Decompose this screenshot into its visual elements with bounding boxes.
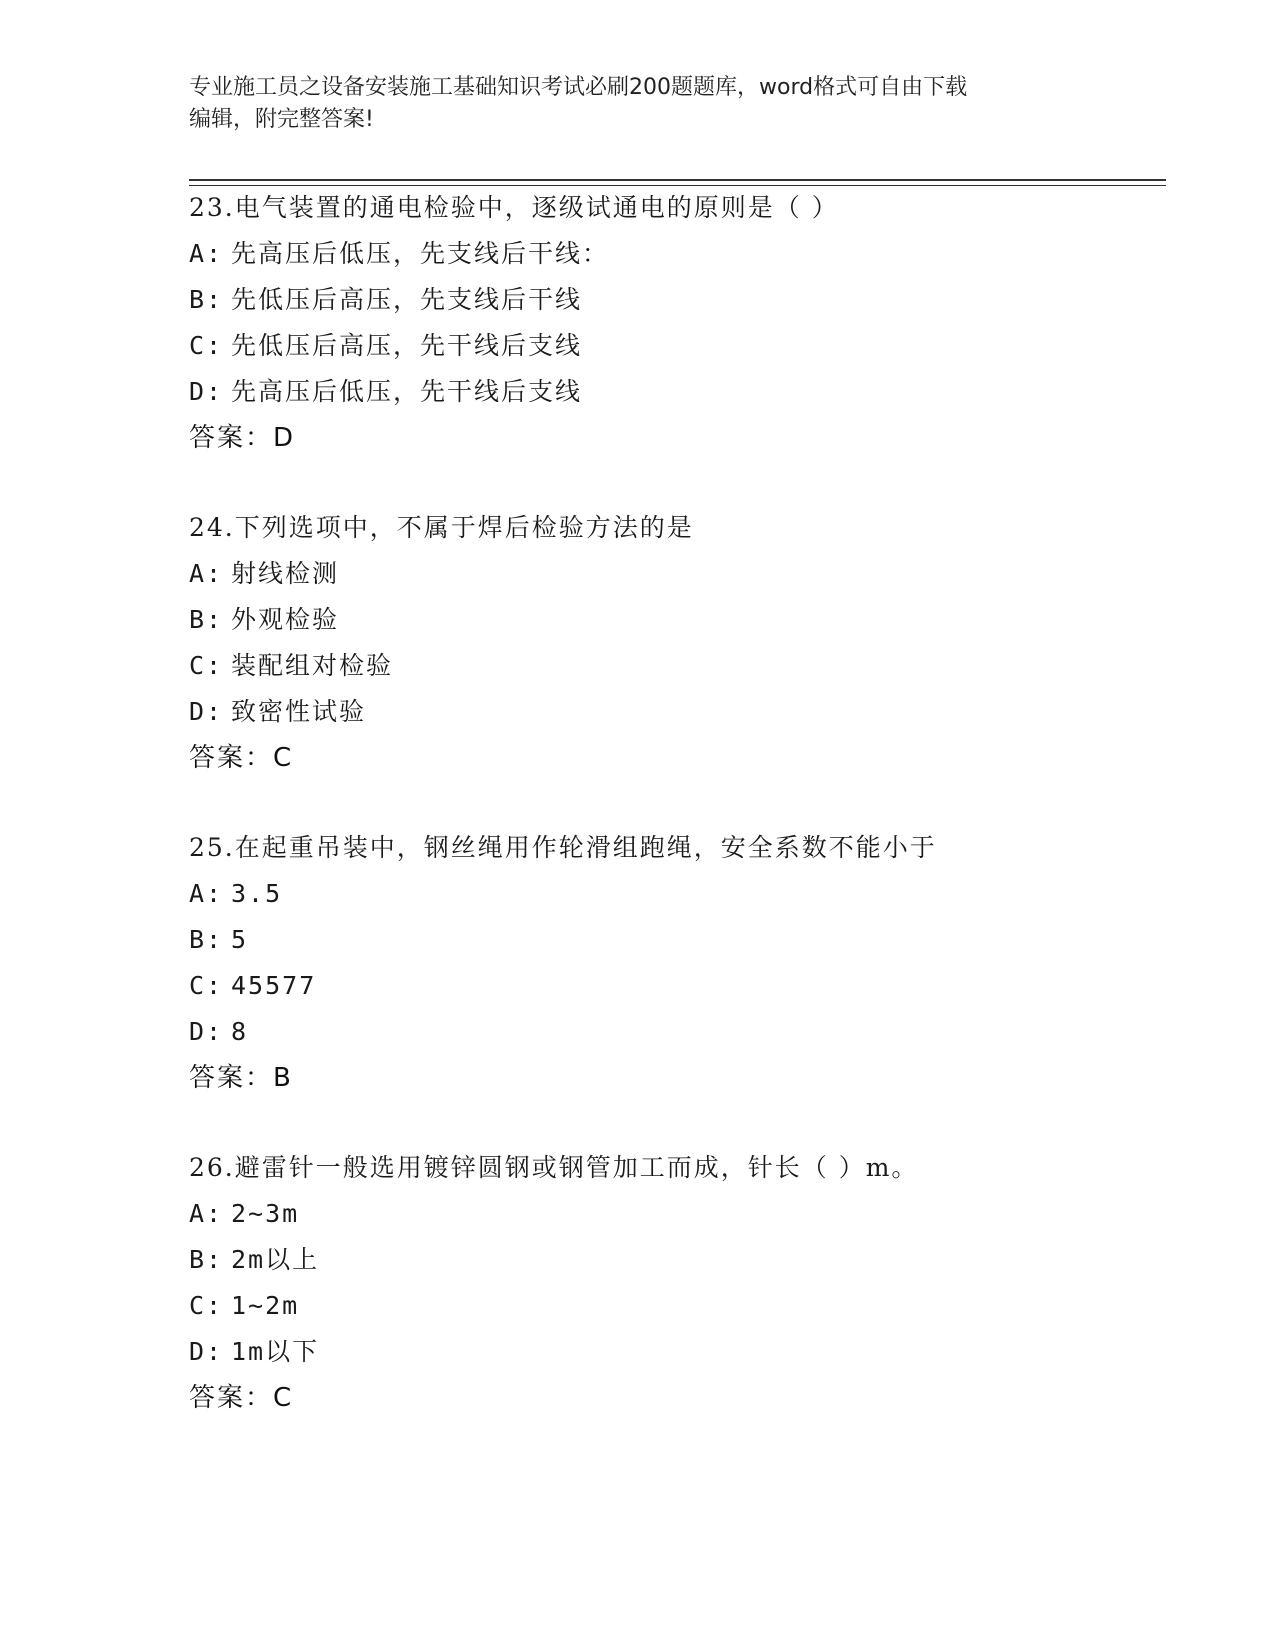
option-text: 2~3m: [231, 1199, 300, 1228]
option-d: [189, 1009, 1179, 1055]
question-block-23: [189, 185, 1179, 461]
option-b: [189, 597, 1179, 643]
option-c: [189, 963, 1179, 1009]
option-b: [189, 917, 1179, 963]
option-key: D:: [189, 1337, 224, 1366]
answer-label: 答案：C: [189, 743, 294, 773]
option-a: [189, 871, 1179, 917]
option-d: [189, 1329, 1179, 1375]
option-d: [189, 369, 1179, 415]
option-text: 1m以下: [231, 1337, 320, 1366]
option-text: 射线检测: [231, 559, 340, 588]
question-block-25: [189, 825, 1179, 1101]
option-text: 先低压后高压，先支线后干线: [231, 285, 583, 314]
option-text: 8: [231, 1017, 249, 1046]
option-text: 1~2m: [231, 1291, 300, 1320]
option-text: 致密性试验: [231, 697, 367, 726]
option-a: [189, 551, 1179, 597]
option-key: A:: [189, 239, 224, 268]
option-key: D:: [189, 377, 224, 406]
option-key: B:: [189, 285, 224, 314]
option-key: D:: [189, 1017, 224, 1046]
option-key: D:: [189, 697, 224, 726]
option-text: 先高压后低压，先干线后支线: [231, 377, 583, 406]
option-text: 5: [231, 925, 249, 954]
option-c: [189, 643, 1179, 689]
question-block-26: [189, 1145, 1179, 1421]
question-block-24: [189, 505, 1179, 781]
option-key: C:: [189, 1291, 224, 1320]
option-key: C:: [189, 971, 224, 1000]
question-stem: 24.下列选项中，不属于焊后检验方法的是: [189, 513, 694, 542]
option-text: 45577: [231, 971, 317, 1000]
option-key: C:: [189, 331, 224, 360]
option-key: A:: [189, 879, 224, 908]
option-key: A:: [189, 1199, 224, 1228]
header-divider-top: [189, 179, 1166, 181]
option-a: [189, 231, 1179, 277]
document-header: [189, 72, 1089, 136]
option-text: 3.5: [231, 879, 283, 908]
header-title-line-1: 专业施工员之设备安装施工基础知识考试必刷200题题库，word格式可自由下载: [189, 75, 968, 100]
option-key: A:: [189, 559, 224, 588]
header-title-line-2: 编辑，附完整答案!: [189, 107, 374, 132]
option-a: [189, 1191, 1179, 1237]
option-text: 外观检验: [231, 605, 340, 634]
answer-label: 答案：D: [189, 423, 296, 453]
option-c: [189, 1283, 1179, 1329]
question-stem: 25.在起重吊装中，钢丝绳用作轮滑组跑绳，安全系数不能小于: [189, 833, 937, 862]
option-text: 2m以上: [231, 1245, 320, 1274]
question-stem: 23.电气装置的通电检验中，逐级试通电的原则是（ ）: [189, 193, 839, 222]
option-text: 先高压后低压，先支线后干线：: [231, 239, 610, 268]
option-c: [189, 323, 1179, 369]
option-b: [189, 277, 1179, 323]
question-stem: 26.避雷针一般选用镀锌圆钢或钢管加工而成，针长（ ）m。: [189, 1153, 919, 1182]
option-key: B:: [189, 925, 224, 954]
option-key: B:: [189, 1245, 224, 1274]
option-text: 装配组对检验: [231, 651, 394, 680]
answer-label: 答案：B: [189, 1063, 293, 1093]
option-key: C:: [189, 651, 224, 680]
option-b: [189, 1237, 1179, 1283]
answer-label: 答案：C: [189, 1383, 294, 1413]
option-d: [189, 689, 1179, 735]
option-key: B:: [189, 605, 224, 634]
option-text: 先低压后高压，先干线后支线: [231, 331, 583, 360]
